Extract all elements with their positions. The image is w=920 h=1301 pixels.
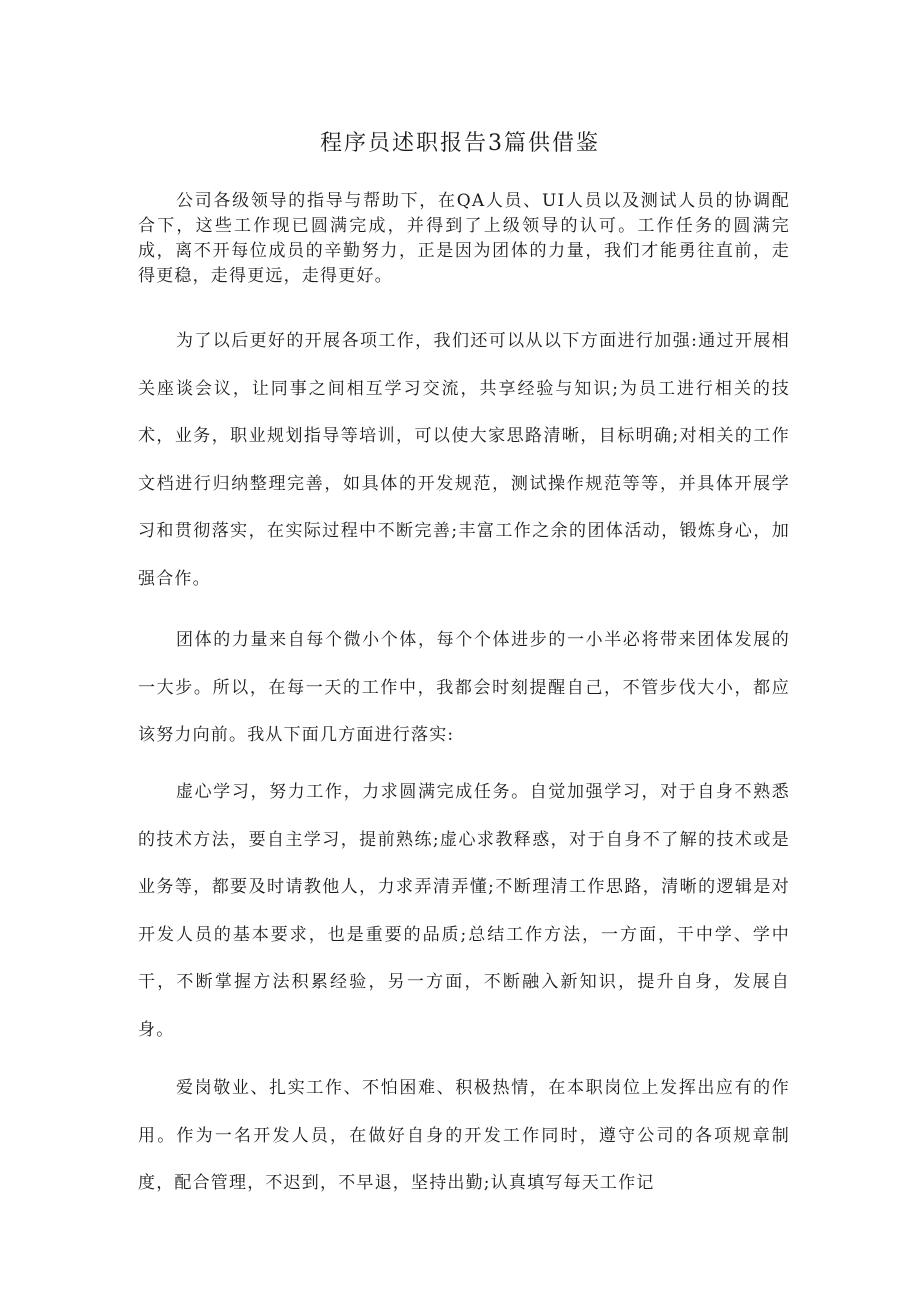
paragraph-5: 爱岗敬业、扎实工作、不怕困难、积极热情，在本职岗位上发挥出应有的作用。作为一名开发人员，在做好自身的开发工作同时，遵守公司的各项规章制度，配合管理，不迟到，不早退，坚持出勤;认真填写每天工作记	[138, 1078, 790, 1193]
paragraph-3: 团体的力量来自每个微小个体，每个个体进步的一小半必将带来团体发展的一大步。所以，在每一天的工作中，我都会时刻提醒自己，不管步伐大小，都应该努力向前。我从下面几方面进行落实:	[138, 630, 790, 745]
paragraph-1: 公司各级领导的指导与帮助下，在QA人员、UI人员以及测试人员的协调配合下，这些工作现已圆满完成，并得到了上级领导的认可。工作任务的圆满完成，离不开每位成员的辛勤努力，正是因为团体的力量，我们才能勇往直前，走得更稳，走得更远，走得更好。	[138, 191, 790, 286]
document-title: 程序员述职报告3篇供借鉴	[320, 131, 600, 156]
paragraph-4: 虚心学习，努力工作，力求圆满完成任务。自觉加强学习，对于自身不熟悉的技术方法，要自主学习，提前熟练;虚心求教释惑，对于自身不了解的技术或是业务等，都要及时请教他人，力求弄清弄懂;不断理清工作思路，清晰的逻辑是对开发人员的基本要求，也是重要的品质;总结工作方法，一方面，干中学、学中干，不断掌握方法积累经验，另一方面，不断融入新知识，提升自身，发展自身。	[138, 782, 790, 1040]
paragraph-2: 为了以后更好的开展各项工作，我们还可以从以下方面进行加强:通过开展相关座谈会议，让同事之间相互学习交流，共享经验与知识;为员工进行相关的技术，业务，职业规划指导等培训，可以使大家思路清晰，目标明确;对相关的工作文档进行归纳整理完善，如具体的开发规范，测试操作规范等等，并具体开展学习和贯彻落实，在实际过程中不断完善;丰富工作之余的团体活动，锻炼身心，加强合作。	[138, 331, 790, 589]
